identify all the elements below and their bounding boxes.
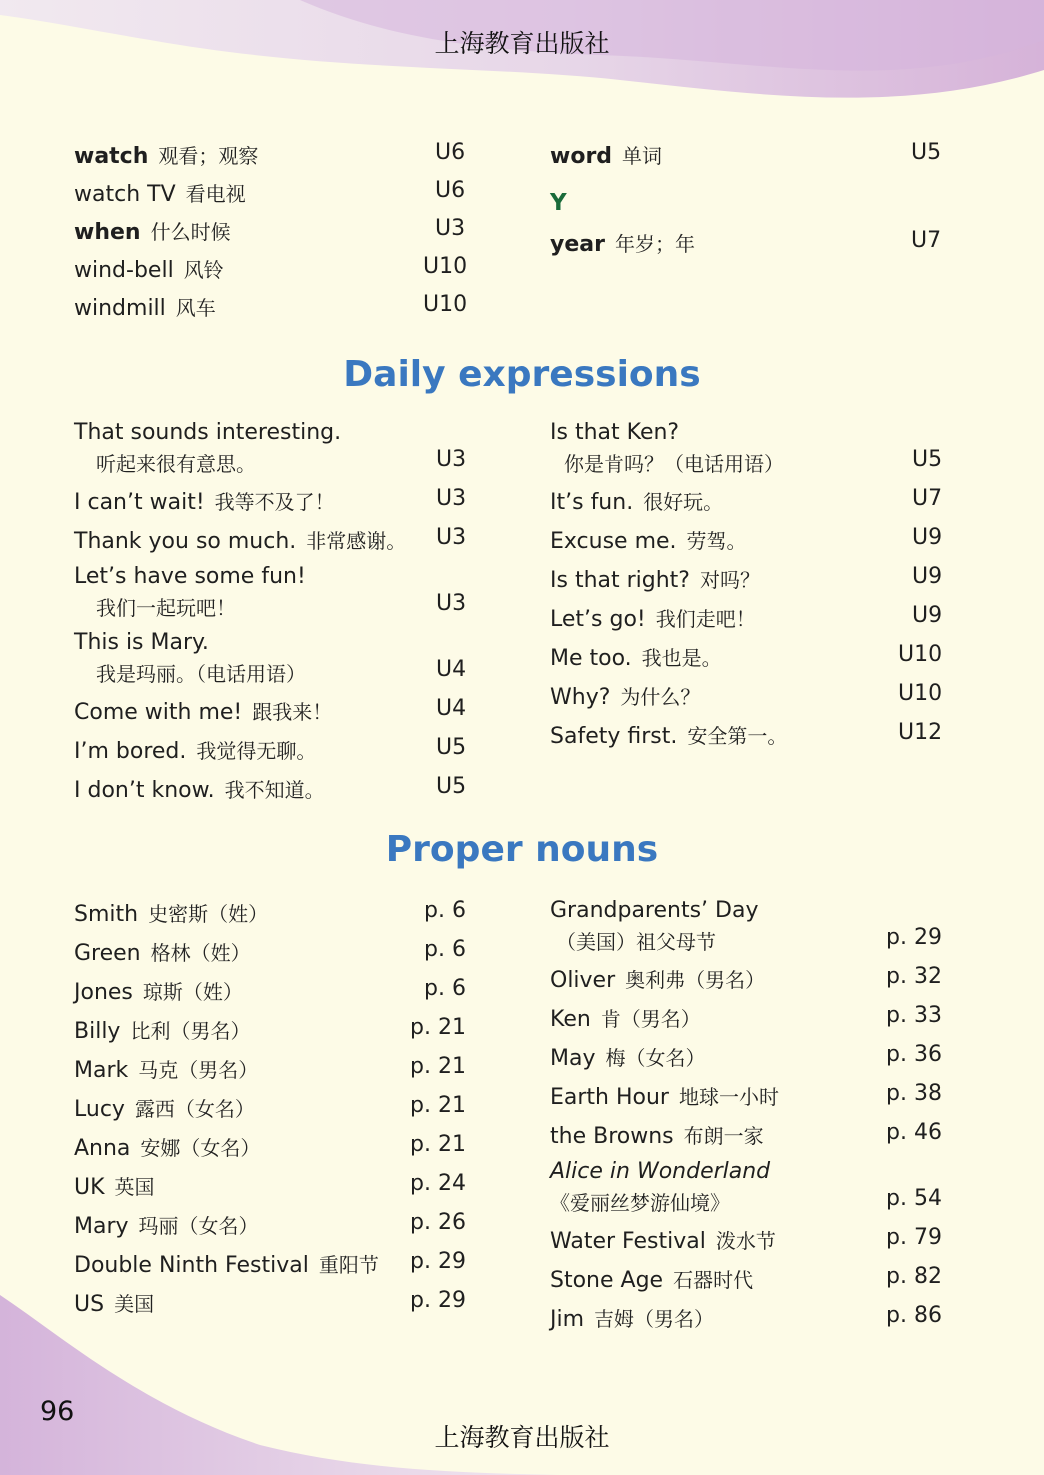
unit-ref: U3 <box>436 525 467 550</box>
proper-noun-entry <box>550 1159 770 1219</box>
expression-text: Why? <box>550 685 611 710</box>
vocab-meaning: 年岁；年 <box>614 232 695 256</box>
expression-meaning: 我等不及了！ <box>214 490 335 514</box>
page-ref: p. 21 <box>410 1054 466 1079</box>
proper-noun: Stone Age <box>550 1268 664 1293</box>
proper-noun-entry <box>74 1171 155 1200</box>
vocab-entry <box>74 254 224 283</box>
proper-noun-entry <box>74 1288 154 1317</box>
proper-noun-meaning: 玛丽（女名） <box>138 1214 259 1238</box>
expression-text: This is Mary. <box>74 630 209 655</box>
page-ref: p. 36 <box>886 1042 942 1067</box>
proper-noun-meaning: 英国 <box>114 1175 155 1199</box>
unit-ref: U3 <box>436 486 467 511</box>
expression-entry <box>74 696 332 725</box>
vocab-meaning: 风铃 <box>183 258 224 282</box>
proper-noun-entry <box>74 976 243 1005</box>
proper-noun-entry <box>550 1081 779 1110</box>
proper-noun-meaning: 泼水节 <box>715 1229 776 1253</box>
proper-noun-entry <box>550 1303 714 1332</box>
unit-ref: U4 <box>436 696 467 721</box>
proper-noun: Earth Hour <box>550 1085 669 1110</box>
expression-entry <box>74 735 316 764</box>
vocab-entry <box>74 178 246 207</box>
expression-entry <box>550 603 756 632</box>
proper-noun: Green <box>74 941 141 966</box>
page-ref: p. 24 <box>410 1171 466 1196</box>
proper-noun-entry <box>74 1015 250 1044</box>
proper-noun: Smith <box>74 902 139 927</box>
publisher-header: 上海教育出版社 <box>434 29 610 58</box>
vocab-meaning: 观看；观察 <box>158 144 259 168</box>
proper-noun: Jim <box>550 1307 585 1332</box>
expression-entry <box>550 564 760 593</box>
proper-noun: May <box>550 1046 596 1071</box>
proper-noun-meaning: 重阳节 <box>318 1253 379 1277</box>
proper-noun-meaning: 史密斯（姓） <box>148 902 269 926</box>
section-title-daily-expressions: Daily expressions <box>343 354 701 395</box>
proper-noun: US <box>74 1292 105 1317</box>
expression-entry <box>550 681 700 710</box>
unit-ref: U6 <box>435 178 466 203</box>
proper-noun-entry <box>550 898 758 958</box>
proper-noun-meaning: 露西（女名） <box>134 1097 255 1121</box>
proper-noun: the Browns <box>550 1124 674 1149</box>
expression-entry <box>74 774 325 803</box>
proper-noun: Ken <box>550 1007 591 1032</box>
expression-meaning: 你是肯吗？（电话用语） <box>564 452 784 476</box>
proper-noun: Jones <box>74 980 133 1005</box>
page-ref: p. 79 <box>886 1225 942 1250</box>
unit-ref: U5 <box>436 735 467 760</box>
top-wave-decoration <box>0 0 1044 130</box>
unit-ref: U3 <box>435 216 466 241</box>
expression-text: Let’s go! <box>550 607 646 632</box>
vocab-entry <box>74 292 216 321</box>
page-ref: p. 54 <box>886 1186 942 1211</box>
page-number: 96 <box>40 1396 75 1427</box>
proper-noun: Oliver <box>550 968 616 993</box>
unit-ref: U10 <box>423 292 468 317</box>
page-ref: p. 46 <box>886 1120 942 1145</box>
proper-noun-meaning: 奥利弗（男名） <box>625 968 766 992</box>
proper-noun-entry <box>550 1264 753 1293</box>
unit-ref: U7 <box>912 486 943 511</box>
expression-text: It’s fun. <box>550 490 634 515</box>
vocab-word: wind-bell <box>74 258 174 283</box>
page-ref: p. 86 <box>886 1303 942 1328</box>
unit-ref: U9 <box>912 525 943 550</box>
page-ref: p. 26 <box>410 1210 466 1235</box>
expression-text: Is that Ken? <box>550 420 680 445</box>
vocab-entry <box>550 140 662 169</box>
proper-noun-meaning: 梅（女名） <box>605 1046 706 1070</box>
expression-entry <box>550 720 787 749</box>
proper-noun-entry <box>550 1042 705 1071</box>
unit-ref: U4 <box>436 657 467 682</box>
proper-noun: Lucy <box>74 1097 125 1122</box>
proper-noun: Billy <box>74 1019 121 1044</box>
proper-noun-entry <box>550 1225 776 1254</box>
vocab-entry <box>550 228 695 257</box>
expression-entry <box>74 420 341 480</box>
proper-noun-entry <box>74 937 251 966</box>
expression-meaning: 我们一起玩吧！ <box>96 596 236 620</box>
vocab-word: windmill <box>74 296 166 321</box>
proper-noun: Mary <box>74 1214 129 1239</box>
proper-noun-entry <box>550 964 765 993</box>
expression-meaning: 对吗？ <box>699 568 760 592</box>
page-ref: p. 82 <box>886 1264 942 1289</box>
expression-meaning: 我们走吧！ <box>655 607 756 631</box>
expression-meaning: 为什么？ <box>620 685 701 709</box>
proper-noun-meaning: 肯（男名） <box>600 1007 701 1031</box>
section-title-proper-nouns: Proper nouns <box>385 829 659 870</box>
unit-ref: U5 <box>912 447 943 472</box>
expression-meaning: 听起来很有意思。 <box>96 452 256 476</box>
proper-noun-entry <box>74 1093 255 1122</box>
page-ref: p. 38 <box>886 1081 942 1106</box>
expression-text: I’m bored. <box>74 739 187 764</box>
expression-text: I don’t know. <box>74 778 215 803</box>
proper-noun-entry <box>74 1132 260 1161</box>
expression-entry <box>550 642 722 671</box>
expression-text: Thank you so much. <box>74 529 297 554</box>
proper-noun-entry <box>74 1249 379 1278</box>
proper-noun: Anna <box>74 1136 131 1161</box>
vocab-entry <box>74 216 231 245</box>
unit-ref: U7 <box>911 228 942 253</box>
vocab-word: watch <box>74 144 149 169</box>
proper-noun-entry <box>74 1210 259 1239</box>
unit-ref: U10 <box>898 681 943 706</box>
page-ref: p. 33 <box>886 1003 942 1028</box>
expression-text: That sounds interesting. <box>74 420 342 445</box>
expression-entry <box>74 486 335 515</box>
page-ref: p. 6 <box>424 898 466 923</box>
vocab-word: watch TV <box>74 182 176 207</box>
unit-ref: U3 <box>436 591 467 616</box>
page-ref: p. 29 <box>410 1249 466 1274</box>
proper-noun: Grandparents’ Day <box>550 898 759 923</box>
expression-entry <box>550 486 723 515</box>
vocab-word: word <box>550 144 613 169</box>
unit-ref: U9 <box>912 564 943 589</box>
expression-text: Safety first. <box>550 724 678 749</box>
expression-entry <box>74 525 406 554</box>
vocab-meaning: 什么时候 <box>150 220 231 244</box>
expression-text: Come with me! <box>74 700 243 725</box>
vocab-entry <box>74 140 258 169</box>
letter-heading-y: Y <box>550 190 567 216</box>
proper-noun-meaning: 格林（姓） <box>150 941 251 965</box>
expression-meaning: 我是玛丽。（电话用语） <box>96 662 306 686</box>
expression-meaning: 非常感谢。 <box>306 529 407 553</box>
unit-ref: U6 <box>435 140 466 165</box>
page-ref: p. 32 <box>886 964 942 989</box>
unit-ref: U10 <box>423 254 468 279</box>
expression-text: Is that right? <box>550 568 690 593</box>
proper-noun-meaning: 《爱丽丝梦游仙境》 <box>550 1191 730 1215</box>
page-ref: p. 6 <box>424 976 466 1001</box>
proper-noun-meaning: 美国 <box>114 1292 155 1316</box>
expression-entry <box>74 564 306 624</box>
proper-noun-meaning: 吉姆（男名） <box>594 1307 715 1331</box>
expression-meaning: 跟我来！ <box>252 700 333 724</box>
page-ref: p. 21 <box>410 1093 466 1118</box>
expression-meaning: 劳驾。 <box>686 529 747 553</box>
page-ref: p. 21 <box>410 1015 466 1040</box>
unit-ref: U12 <box>898 720 943 745</box>
unit-ref: U5 <box>911 140 942 165</box>
proper-noun-meaning: 石器时代 <box>673 1268 754 1292</box>
unit-ref: U9 <box>912 603 943 628</box>
vocab-meaning: 单词 <box>622 144 663 168</box>
vocab-meaning: 风车 <box>175 296 216 320</box>
expression-meaning: 安全第一。 <box>687 724 788 748</box>
proper-noun: Mark <box>74 1058 129 1083</box>
expression-meaning: 我也是。 <box>641 646 722 670</box>
proper-noun-entry <box>74 1054 258 1083</box>
page-ref: p. 29 <box>410 1288 466 1313</box>
proper-noun-meaning: 马克（男名） <box>138 1058 259 1082</box>
expression-entry <box>550 525 747 554</box>
proper-noun-meaning: 比利（男名） <box>130 1019 251 1043</box>
proper-noun: UK <box>74 1175 105 1200</box>
proper-noun-meaning: 安娜（女名） <box>140 1136 261 1160</box>
expression-text: Excuse me. <box>550 529 677 554</box>
proper-noun-entry <box>550 1120 764 1149</box>
vocab-meaning: 看电视 <box>185 182 246 206</box>
page-ref: p. 6 <box>424 937 466 962</box>
proper-noun: Double Ninth Festival <box>74 1253 309 1278</box>
proper-noun: Water Festival <box>550 1229 706 1254</box>
expression-text: Me too. <box>550 646 632 671</box>
expression-meaning: 我不知道。 <box>224 778 325 802</box>
expression-entry <box>74 630 306 690</box>
proper-noun-meaning: 琼斯（姓） <box>142 980 243 1004</box>
unit-ref: U10 <box>898 642 943 667</box>
proper-noun-meaning: （美国）祖父母节 <box>556 930 716 954</box>
expression-text: I can’t wait! <box>74 490 205 515</box>
expression-entry <box>550 420 784 480</box>
expression-text: Let’s have some fun! <box>74 564 306 589</box>
page-ref: p. 21 <box>410 1132 466 1157</box>
proper-noun-meaning: 布朗一家 <box>683 1124 764 1148</box>
unit-ref: U5 <box>436 774 467 799</box>
page-ref: p. 29 <box>886 925 942 950</box>
proper-noun-meaning: 地球一小时 <box>678 1085 779 1109</box>
proper-noun: Alice in Wonderland <box>550 1159 771 1184</box>
publisher-footer: 上海教育出版社 <box>434 1423 610 1452</box>
vocab-word: year <box>550 232 605 257</box>
proper-noun-entry <box>74 898 268 927</box>
expression-meaning: 我觉得无聊。 <box>196 739 317 763</box>
unit-ref: U3 <box>436 447 467 472</box>
expression-meaning: 很好玩。 <box>643 490 724 514</box>
proper-noun-entry <box>550 1003 701 1032</box>
vocab-word: when <box>74 220 141 245</box>
